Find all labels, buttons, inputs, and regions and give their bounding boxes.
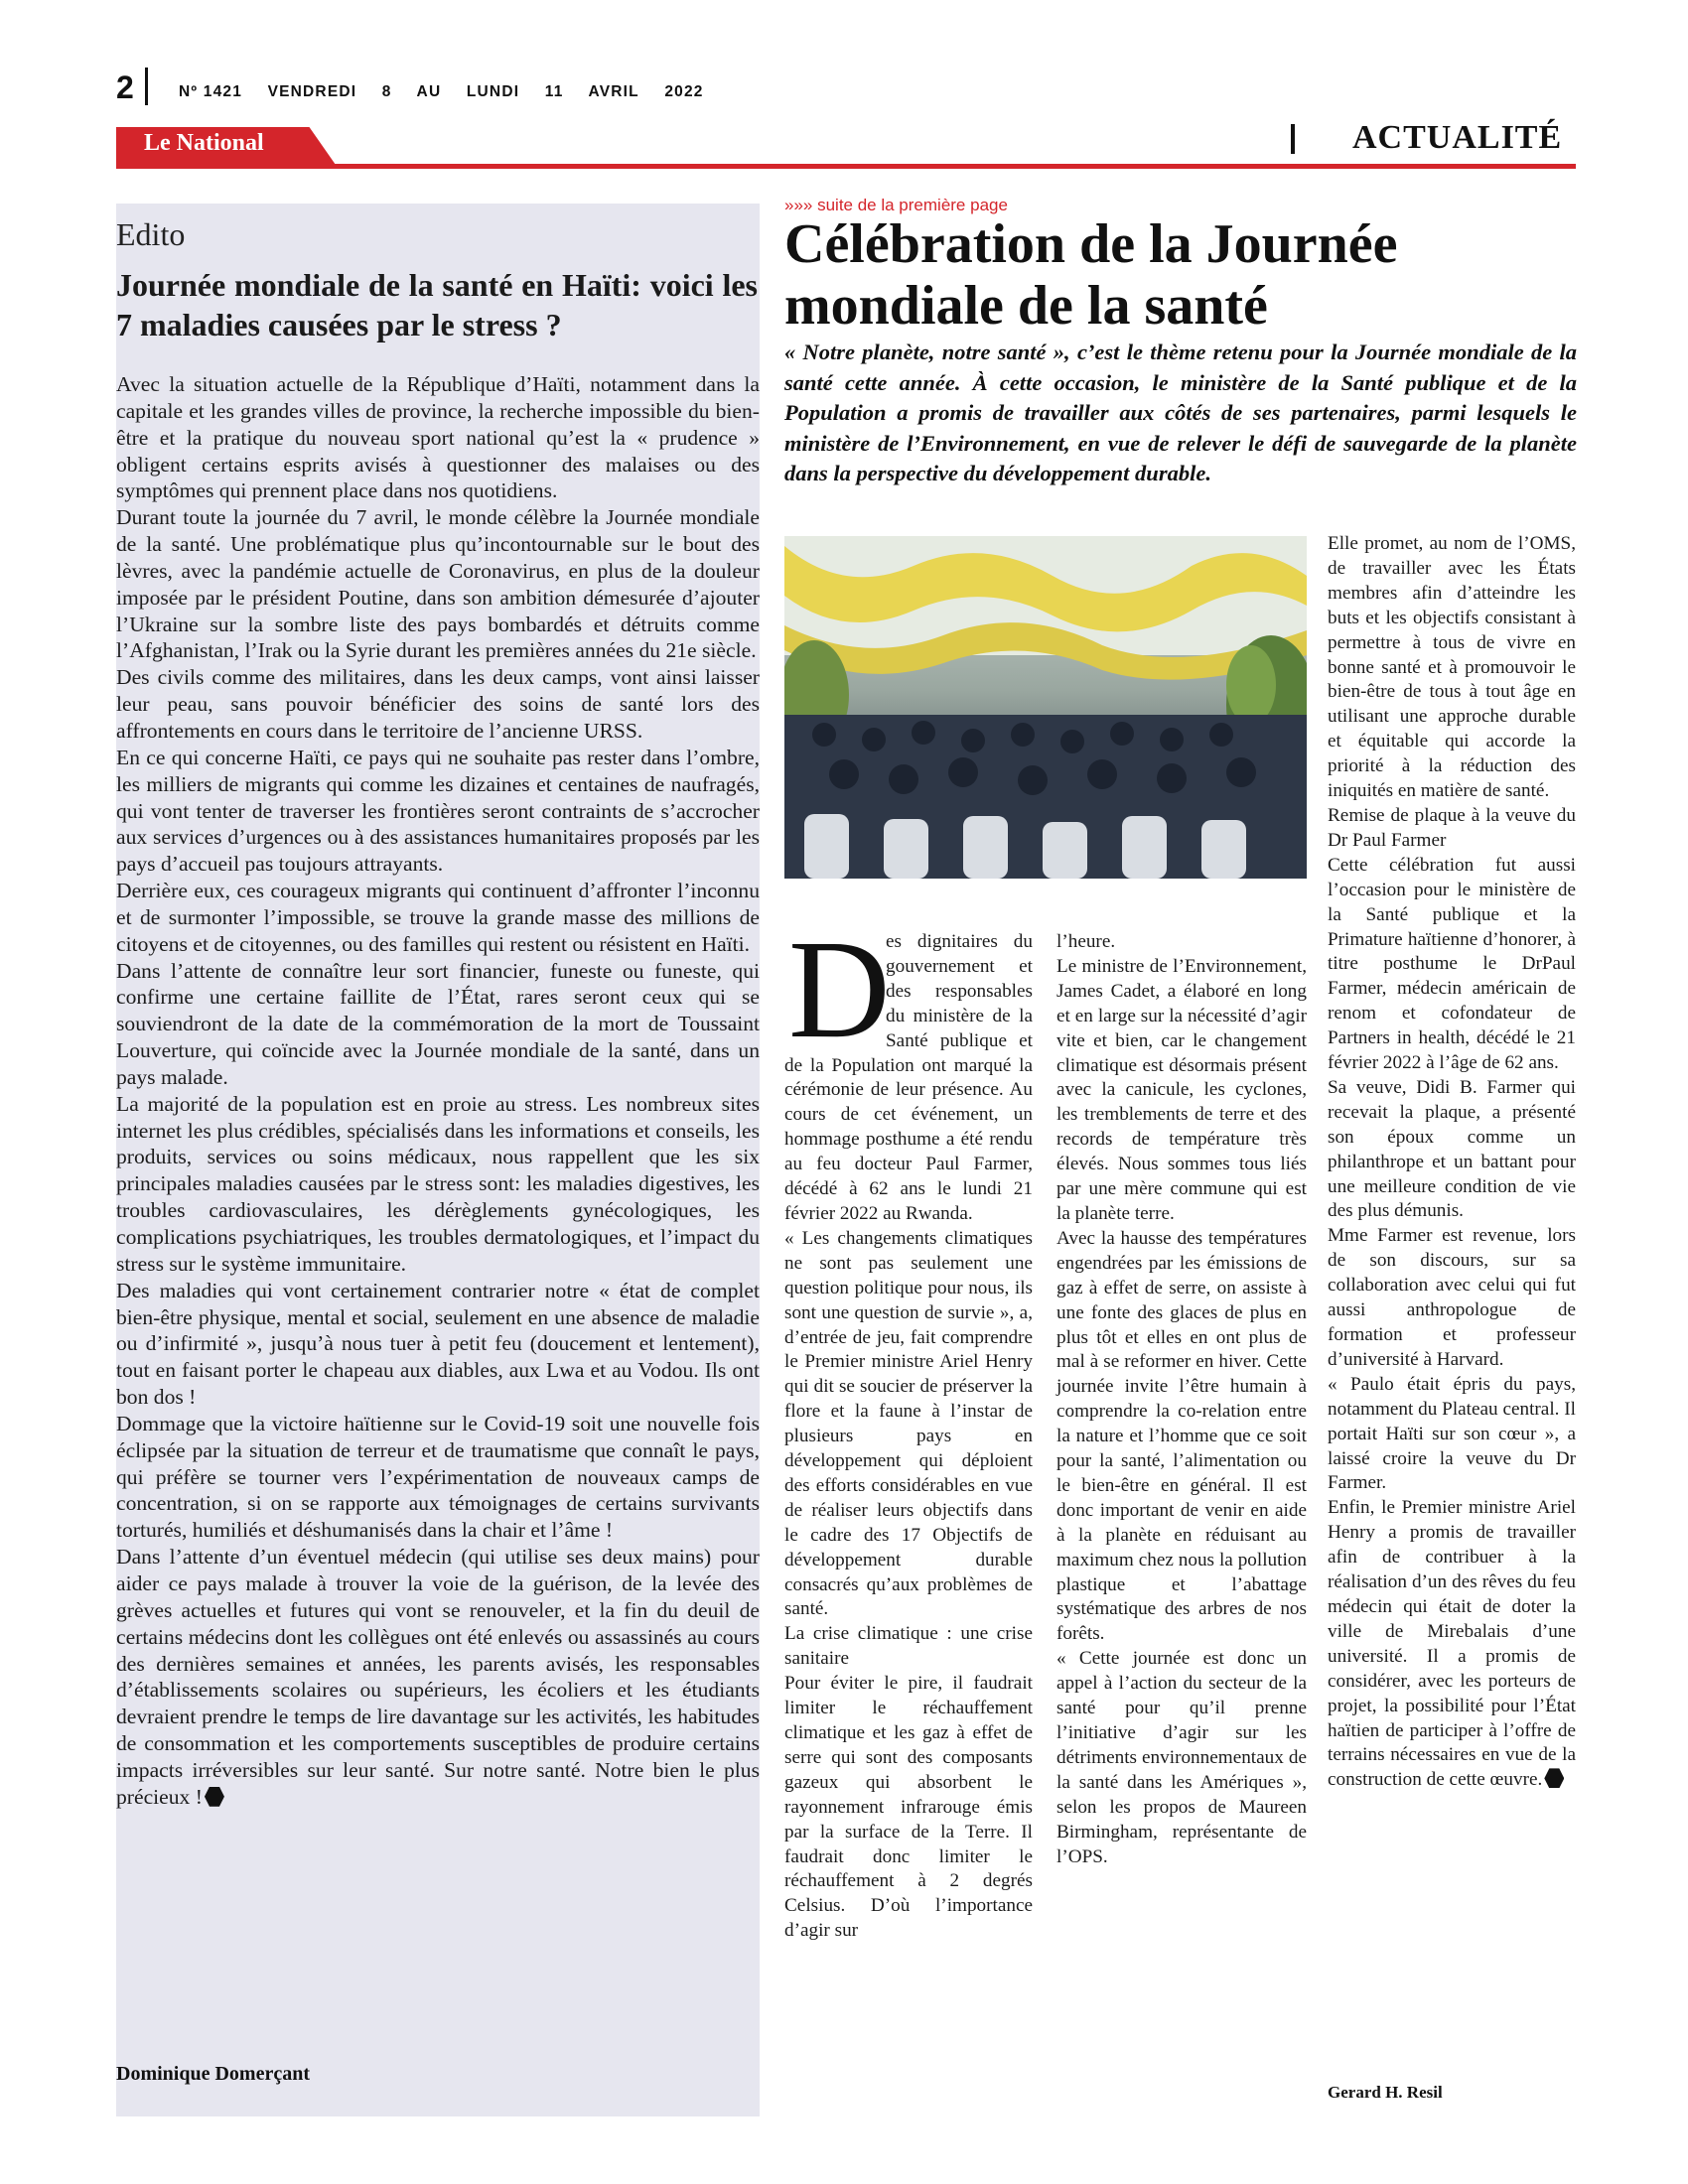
article-column-1 <box>784 910 1033 1944</box>
article-subheading: Remise de plaque à la veuve du Dr Paul Farmer <box>1328 804 1576 851</box>
section-title: ACTUALITÉ <box>1352 119 1563 156</box>
edito-paragraph: Dans l’attente de connaître leur sort financier, funeste ou funeste, qui confirme une certaine faillite de l’État, rares seront ceux qui se souviendront de la date de la commémoration de la mort de Toussaint Louverture, qui coïncide avec la Journée mondiale de la santé, dans un pays malade. <box>116 958 760 1089</box>
brand-name: Le National <box>144 130 264 156</box>
article-paragraph: « Les changements climatiques ne sont pas seulement une question politique pour nous, ils sont une question de survie », a, d’entrée de jeu, fait comprendre le Premier ministre Ariel Henry qui dit se soucier de préserver la flore et la faune à l’instar de plusieurs pays en développement qui déploient des efforts considérables en vue de réaliser leurs objectifs dans le cadre des 17 Objectifs de développement durable consacrés qu’aux problèmes de santé. <box>784 1227 1033 1620</box>
edito-paragraph: Des civils comme des militaires, dans les deux camps, vont ainsi laisser leur peau, sans pouvoir bénéficier des soins de santé lors des affrontements en cours dans le territoire de l’ancienne URSS. <box>116 665 760 743</box>
article-paragraph-text: es dignitaires du gouvernement et des responsables du ministère de la Santé publique et de la Population ont marqué la cérémonie de leur présence. Au cours de cet événement, un hommage posthume a été rendu au feu docteur Paul Farmer, décédé à 62 ans le lundi 21 février 2022 au Rwanda. <box>784 931 1033 1224</box>
article-paragraph-first <box>784 910 1033 1227</box>
issue-number: Nº 1421 <box>179 83 243 100</box>
article-paragraph: « Paulo était épris du pays, notamment du Plateau central. Il portait Haïti sur son cœur », a laissé croire la veuve du Dr Farmer. <box>1328 1373 1576 1494</box>
section-divider <box>1291 124 1295 154</box>
end-mark-icon <box>205 1787 224 1807</box>
article-paragraph: Le ministre de l’Environnement, James Cadet, a élaboré en long et en large sur la nécessité d’agir vite et bien, car le changement climatique est désormais présent avec la canicule, les cyclones, les tremblements de terre et des records de température très élevés. Nous sommes tous liés par une mère commune qui est la planète terre. <box>1056 955 1307 1224</box>
article-paragraph: « Cette journée est donc un appel à l’action du secteur de la santé pour qu’il prenne l’initiative d’agir sur les détriments environnementaux de la santé dans les Amériques », selon les propos de Maureen Birmingham, représentante de l’OPS. <box>1056 1648 1307 1867</box>
article-author: Gerard H. Resil <box>1328 2083 1443 2102</box>
article-paragraph-last <box>1328 1496 1576 1793</box>
issue-date-lundi: LUNDI <box>466 83 520 100</box>
edito-paragraph: En ce qui concerne Haïti, ce pays qui ne souhaite pas rester dans l’ombre, les milliers de migrants qui comme les dizaines et centaines de naufragés, qui vont tenter de traverser les frontières seront contraints de s’accrocher aux services d’urgences ou à des assistances humanitaires proposés par les pays d’accueil pas toujours attrayants. <box>116 745 760 877</box>
article-title: Célébration de la Journée mondiale de la santé <box>784 213 1398 337</box>
issue-date-to: 11 <box>544 83 564 100</box>
header-rule <box>116 164 1576 169</box>
edito-paragraph: Derrière eux, ces courageux migrants qui continuent d’affronter l’inconnu et de surmonter l’impossible, se trouve la grande masse des millions de citoyens et de citoyennes, ou des familles qui restent ou résistent en Haïti. <box>116 879 760 956</box>
edito-paragraph: Des maladies qui vont certainement contrarier notre « état de complet bien-être physique, mental et social, seulement en une absence de maladie ou d’infirmité », jusqu’à nous tuer à petit feu (doucement et lentement), tout en faisant porter le chapeau aux diables, aux Lwa et au Vodou. Ils ont bon dos ! <box>116 1278 760 1410</box>
article-column-3 <box>1328 532 1576 1793</box>
header-divider <box>145 68 148 105</box>
event-photo <box>784 536 1307 879</box>
edito-title: Journée mondiale de la santé en Haïti: voici les 7 maladies causées par le stress ? <box>116 267 758 342</box>
article-paragraph: Pour éviter le pire, il faudrait limiter le réchauffement climatique et les gaz à effet de serre qui sont des composants gazeux qui absorbent le rayonnement infrarouge émis par la surface de la Terre. Il faudrait donc limiter le réchauffement à 2 degrés Celsius. D’où l’importance d’agir sur <box>784 1673 1033 1942</box>
issue-date-month: AVRIL <box>588 83 639 100</box>
edito-paragraph: La majorité de la population est en proie au stress. Les nombreux sites internet les plus crédibles, spécialisés dans les informations et conseils, les produits, services ou soins médicaux, nous rappellent que les six principales maladies causées par le stress sont: les maladies digestives, les troubles cardiovasculaires, les dérèglements gynécologiques, les complications psychiatriques, les troubles dermatologiques, et l’impact du stress sur le système immunitaire. <box>116 1091 760 1276</box>
issue-date-day: VENDREDI <box>267 83 357 100</box>
edito-paragraph-text: Dans l’attente d’un éventuel médecin (qui utilise ses deux mains) pour aider ce pays malade à trouver la voie de la guérison, de la levée des grèves actuelles et futures qui vont se renouveler, et la fin du deuil de certains médecins dont les collègues ont été enlevés ou assassinés au cours des dernières semaines et années, les parents avisés, les responsables d’établissements scolaires ou supérieurs, les écoliers et les étudiants devraient prendre le temps de lire davantage sur les activités, les habitudes de consommation et les comportements susceptibles de produire certains impacts irréversibles sur leur santé. Sur notre santé. Notre bien le plus précieux ! <box>116 1545 760 1809</box>
edito-label: Edito <box>116 216 186 252</box>
article-paragraph: Cette célébration fut aussi l’occasion pour le ministère de la Santé publique et la Primature haïtienne d’honorer, à titre posthume le DrPaul Farmer, médecin américain de renom et cofondateur de Partners in health, décédé le 21 février 2022 à l’âge de 62 ans. <box>1328 854 1576 1074</box>
edito-paragraph: Dommage que la victoire haïtienne sur le Covid-19 soit une nouvelle fois éclipsée par la situation de terreur et de traumatisme que connaît le pays, qui préfère se tourner vers l’expérimentation de nouveaux camps de concentration, si on se rapporte aux témoignages de certains survivants torturés, humiliés et déshumanisés dans la chair et l’âme ! <box>116 1411 760 1543</box>
edito-paragraph: Durant toute la journée du 7 avril, le monde célèbre la Journée mondiale de la santé. Une problématique plus qu’incontournable sur le bout des lèvres, avec la pandémie actuelle de Coronavirus, en plus de la douleur imposée par le président Poutine, dans son ambition démesurée d’ajouter l’Ukraine sur la sombre liste des pays bombardés et détruits comme l’Afghanistan, l’Irak ou la Syrie durant les premières années du 21e siècle. <box>116 505 760 663</box>
edito-body <box>116 371 760 1811</box>
issue-date-from: 8 <box>381 83 392 100</box>
article-subheading: La crise climatique : une crise sanitaire <box>784 1623 1033 1670</box>
end-mark-icon <box>1544 1768 1564 1788</box>
article-paragraph: Elle promet, au nom de l’OMS, de travailler avec les États membres afin d’atteindre les buts et les objectifs consistant à permettre à tous de vivre en bonne santé et à promouvoir le bien-être de tous à tout âge en utilisant une approche durable et équitable qui accorde la priorité à la réduction des iniquités en matière de santé. <box>1328 533 1576 802</box>
edito-author: Dominique Domerçant <box>116 2063 310 2085</box>
issue-date-au: AU <box>416 83 442 100</box>
article-lead: « Notre planète, notre santé », c’est le thème retenu pour la Journée mondiale de la santé cette année. À cette occasion, le ministère de la Santé publique et de la Population a promis de travailler aux côtés de ses partenaires, parmi lesquels le ministère de l’Environnement, en vue de relever le défi de sauvegarde de la planète dans la perspective du développement durable. <box>784 340 1577 485</box>
issue-line <box>179 83 724 101</box>
article-paragraph: Avec la hausse des températures engendrées par les émissions de gaz à effet de serre, on assiste à une fonte des glaces de plus en plus tôt et elles en ont plus de mal à se reformer en hiver. Cette journée invite l’être humain à comprendre la co-relation entre la nature et l’homme que ce soit pour la santé, l’alimentation ou le bien-être en général. Il est donc important de venir en aide à la planète en réduisant au maximum chez nous la pollution plastique et l’abattage systématique des arbres de nos forêts. <box>1056 1227 1307 1645</box>
dropcap-container <box>784 910 891 1067</box>
page-number: 2 <box>116 69 134 105</box>
article-paragraph: l’heure. <box>1056 931 1116 952</box>
edito-paragraph-last <box>116 1544 760 1810</box>
article-paragraph: Sa veuve, Didi B. Farmer qui recevait la plaque, a présenté son époux comme un philanthrope et un battant pour une meilleure condition de vie des plus démunis. <box>1328 1076 1576 1222</box>
article-paragraph-text: Enfin, le Premier ministre Ariel Henry a promis de travailler afin de contribuer à la réalisation d’un des rêves du feu médecin qui était de doter la ville de Mirebalais d’une université. Il a promis de considérer, avec les porteurs de projet, la possibilité pour l’État haïtien de participer à l’offre de terrains nécessaires en vue de la construction de cette œuvre. <box>1328 1497 1576 1791</box>
article-column-2 <box>1056 930 1307 1869</box>
dropcap: D <box>788 910 891 1067</box>
article-paragraph: Mme Farmer est revenue, lors de son discours, sur sa collaboration avec celui qui fut aussi anthropologue de formation et professeur d’université à Harvard. <box>1328 1225 1576 1370</box>
issue-date-year: 2022 <box>664 83 704 100</box>
edito-paragraph: Avec la situation actuelle de la République d’Haïti, notamment dans la capitale et les grandes villes de province, la recherche impossible du bien-être et la pratique du nouveau sport national qu’est la « prudence » obligent certains esprits avisés à questionner des malaises ou des symptômes qui prennent place dans nos quotidiens. <box>116 372 760 503</box>
article-kicker: »»» suite de la première page <box>784 196 1008 214</box>
